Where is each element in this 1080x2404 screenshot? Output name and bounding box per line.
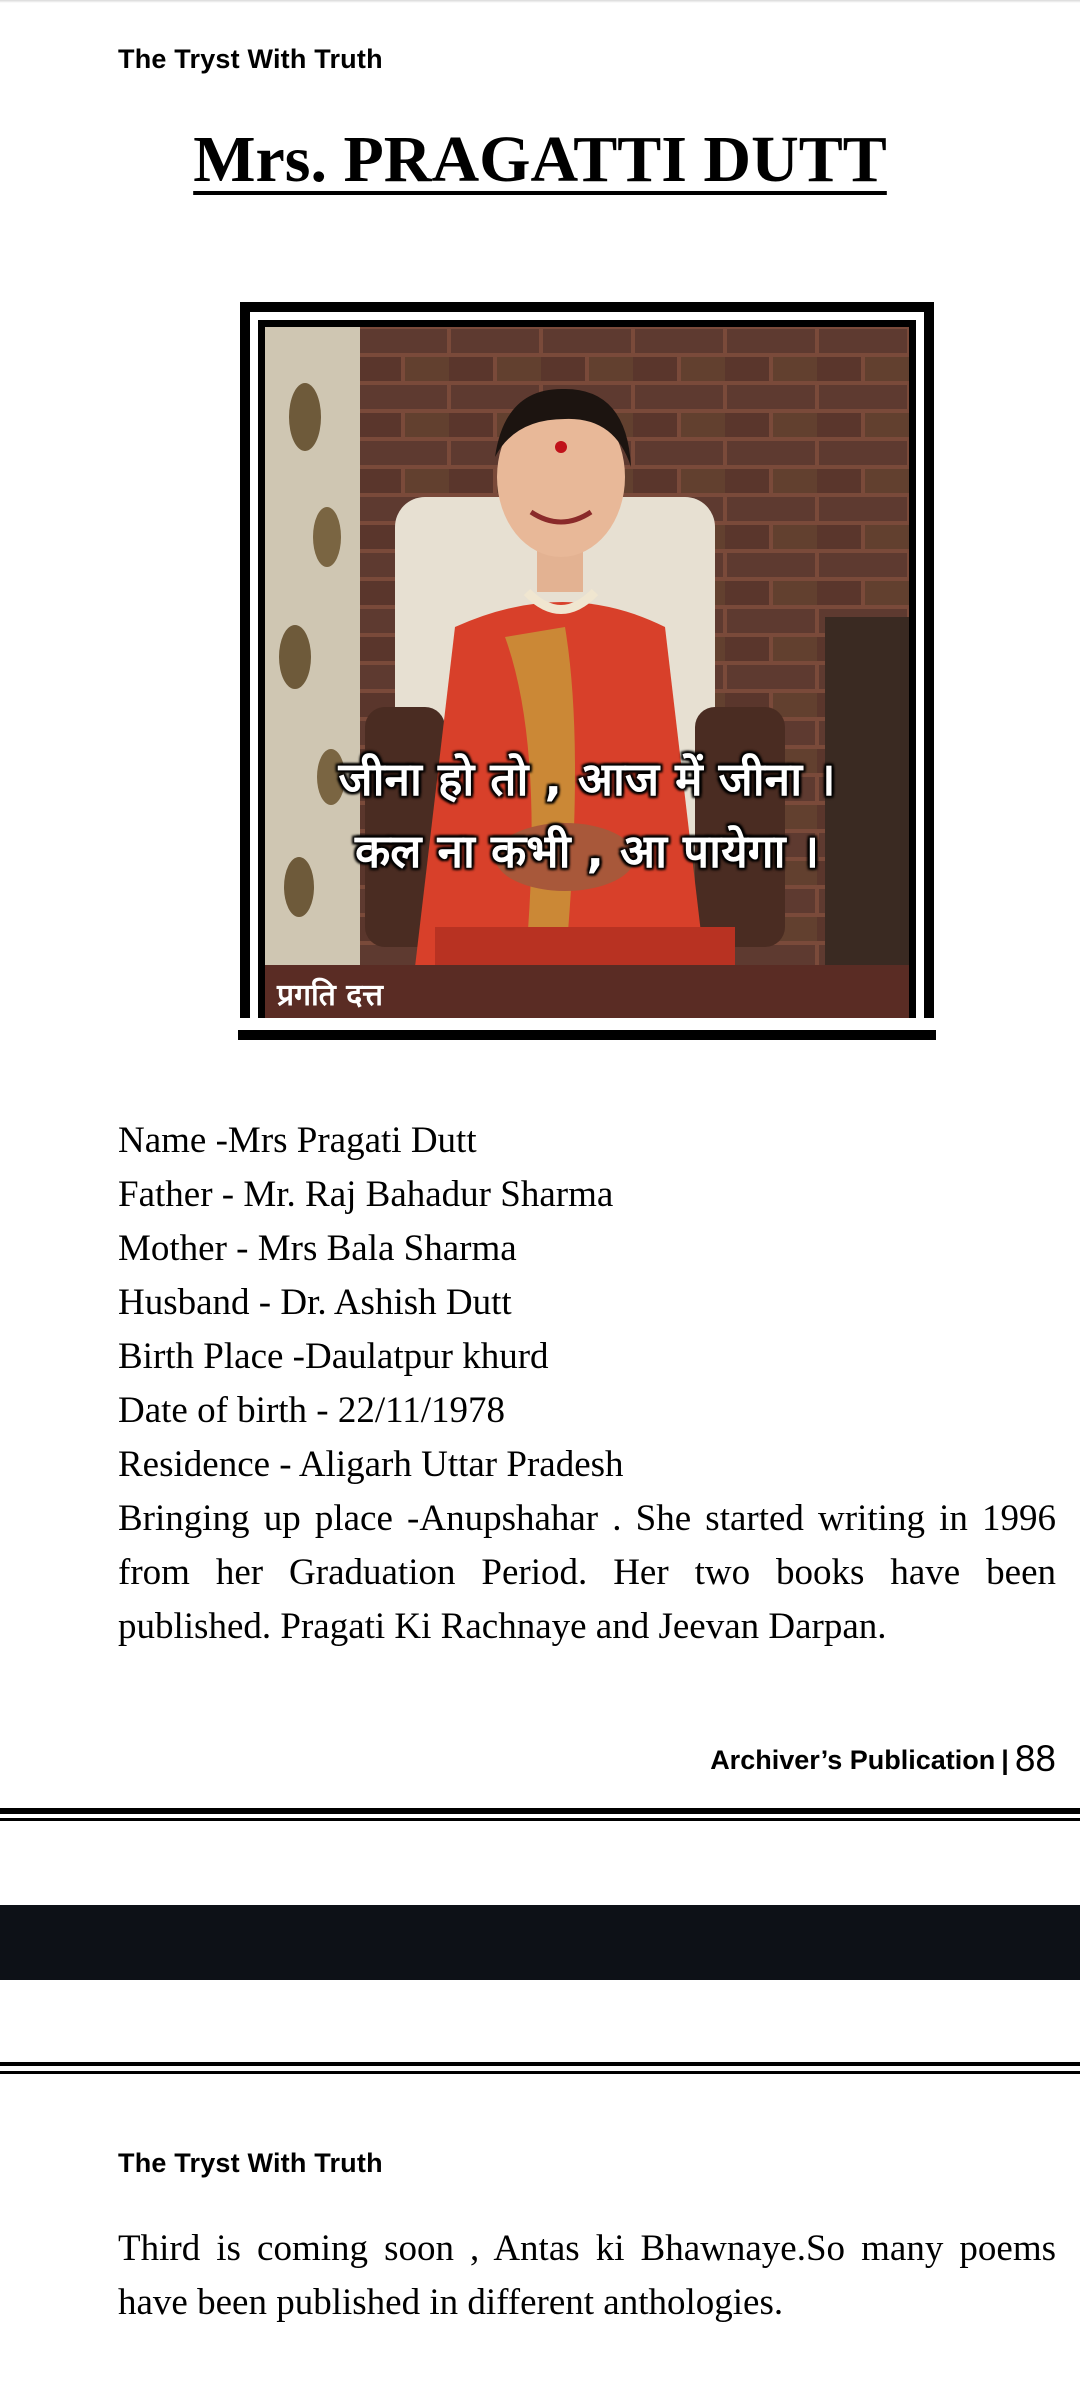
bio-line-name: Name -Mrs Pragati Dutt [118, 1120, 477, 1161]
page-gap-band [0, 1905, 1080, 1980]
quote-line-1: जीना हो तो , आज में जीना । [338, 752, 836, 806]
continued-paragraph: Third is coming soon , Antas ki Bhawnaye.So many poems have been published in different anthologies. [118, 2228, 1056, 2323]
biography [118, 1114, 1056, 1654]
bio-line-date-of-birth: Date of birth - 22/11/1978 [118, 1390, 506, 1431]
portrait-photo [265, 327, 909, 1018]
page-divider-rule [0, 2071, 1080, 2074]
photo-caption: प्रगति दत्त [277, 978, 383, 1013]
page-divider-rule [0, 2062, 1080, 2066]
page-top-shadow [0, 0, 1080, 3]
bio-line-father: Father - Mr. Raj Bahadur Sharma [118, 1174, 614, 1215]
page-title-text: Mrs. PRAGATTI DUTT [193, 123, 887, 196]
frame-bottom-bar [238, 1030, 936, 1040]
quote-line-2: कल ना कभी , आ पायेगा । [354, 824, 820, 878]
page-title [0, 122, 1080, 198]
photo-frame [240, 302, 934, 1018]
bio-line-mother: Mother - Mrs Bala Sharma [118, 1228, 517, 1269]
bio-line-birth-place: Birth Place -Daulatpur khurd [118, 1336, 549, 1377]
bio-line-residence: Residence - Aligarh Uttar Pradesh [118, 1444, 624, 1485]
footer-separator: | [1001, 1745, 1009, 1775]
running-header: The Tryst With Truth [118, 44, 383, 74]
caption-bar [265, 965, 909, 1018]
portrait-illustration [265, 327, 909, 1018]
page-footer [710, 1738, 1056, 1780]
footer-publisher: Archiver’s Publication [710, 1745, 996, 1775]
bio-line-husband: Husband - Dr. Ashish Dutt [118, 1282, 512, 1323]
page-divider-rule [0, 1808, 1080, 1814]
page-number: 88 [1014, 1738, 1056, 1779]
bio-paragraph: Bringing up place -Anupshahar . She started writing in 1996 from her Graduation Period. Her two books have been published. Pragati Ki Rachnaye and Jeevan Darpan. [118, 1498, 1056, 1647]
running-header: The Tryst With Truth [118, 2148, 383, 2178]
page-divider-rule [0, 1818, 1080, 1821]
